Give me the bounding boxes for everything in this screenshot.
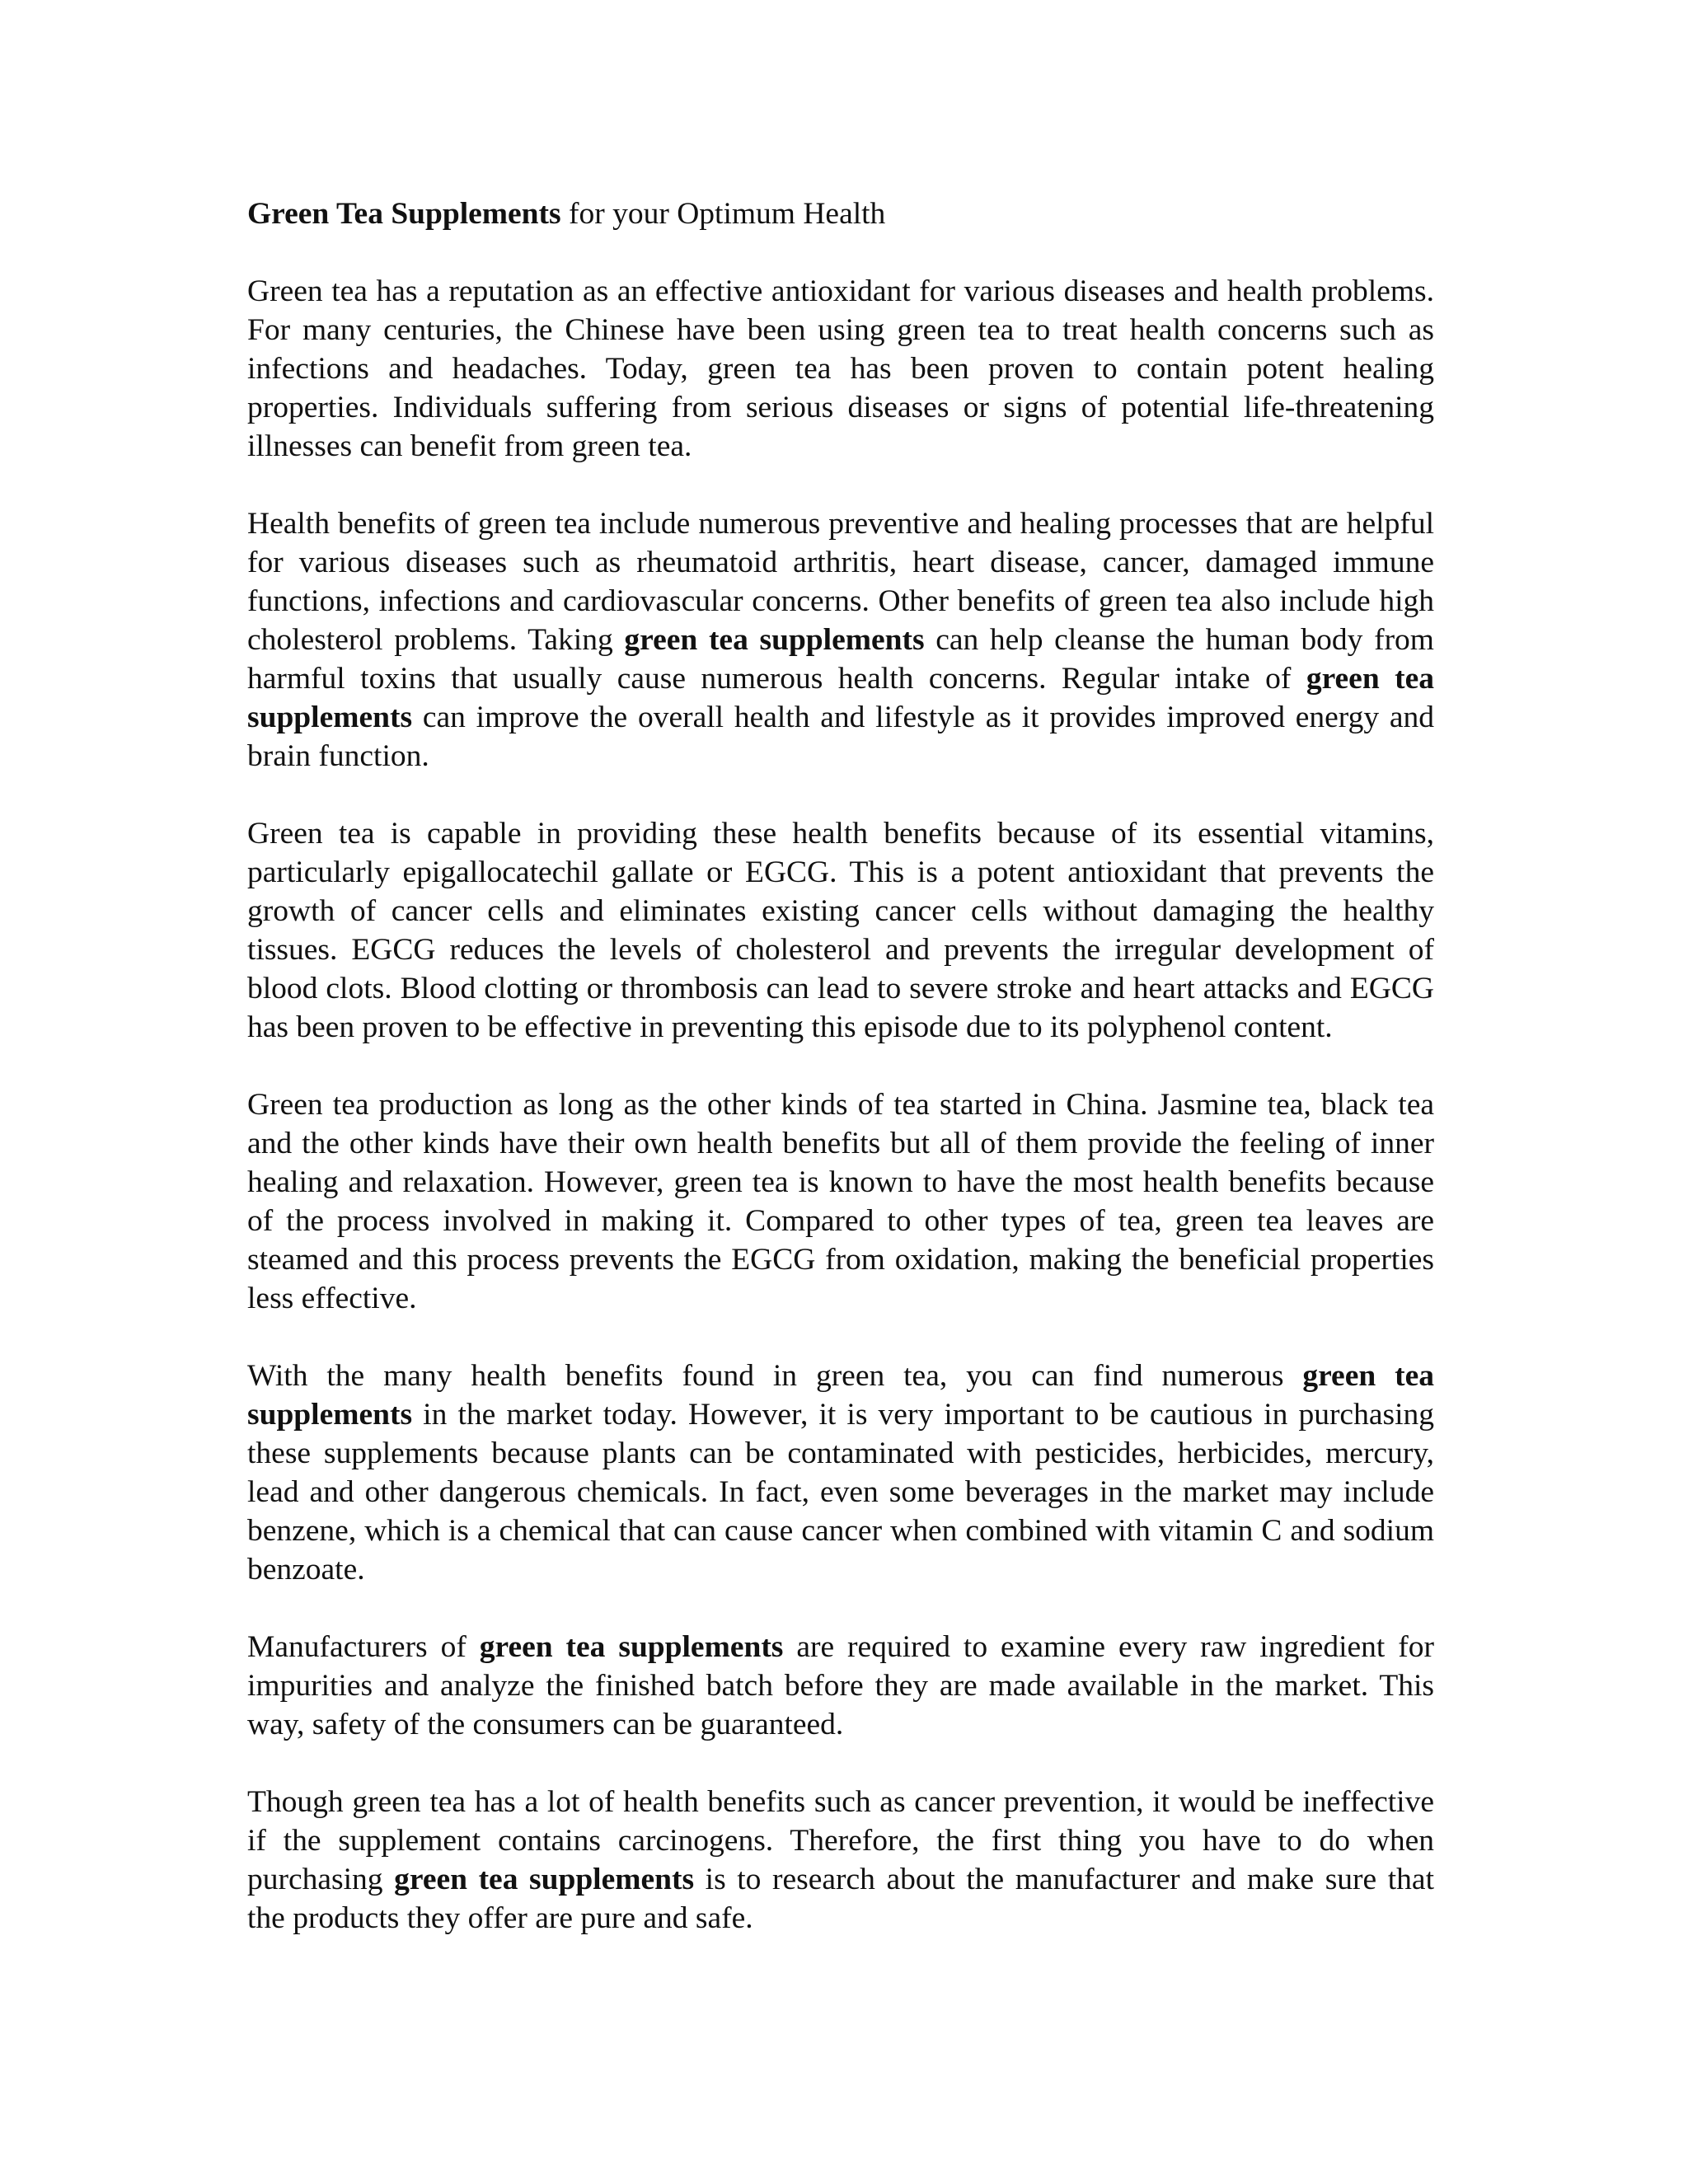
paragraph-text: are required to examine every raw ingredient for impurities and analyze the finished batch before they are made available in the market. This way, safety of the consumers can be guaranteed. (247, 1630, 1434, 1741)
paragraph-text: Health benefits of green tea include numerous preventive and healing processes that are helpful for various diseases such as rheumatoid arthritis, heart disease, cancer, damaged immune functions, infections and cardiovascular concerns. Other benefits of green tea also include high cholesterol problems. Taking (247, 507, 1434, 657)
paragraph-7 (247, 1783, 1434, 1938)
document-title (247, 194, 1434, 233)
paragraph-text: Green tea is capable in providing these health benefits because of its essential vitamins, particularly epigallocatechil gallate or EGCG. This is a potent antioxidant that prevents the growth of cancer cells and eliminates existing cancer cells without damaging the healthy tissues. EGCG reduces the levels of cholesterol and prevents the irregular development of blood clots. Blood clotting or thrombosis can lead to severe stroke and heart attacks and EGCG has been proven to be effective in preventing this episode due to its polyphenol content. (247, 817, 1434, 1044)
paragraph-text: Manufacturers of (247, 1630, 480, 1664)
paragraph-text: is to research about the manufacturer and make sure that the products they offer are pure and safe. (247, 1863, 1434, 1935)
paragraph-text: in the market today. However, it is very important to be cautious in purchasing these supplements because plants can be contaminated with pesticides, herbicides, mercury, lead and other dangerous chemicals. In fact, even some beverages in the market may include benzene, which is a chemical that can cause cancer when combined with vitamin C and sodium benzoate. (247, 1398, 1434, 1586)
paragraph-5 (247, 1357, 1434, 1589)
paragraph-text: can improve the overall health and lifestyle as it provides improved energy and brain function. (247, 701, 1434, 773)
paragraph-text: Though green tea has a lot of health benefits such as cancer prevention, it would be ineffective if the supplement contains carcinogens. Therefore, the first thing you have to do when purchasing (247, 1785, 1434, 1896)
paragraph-text: Green tea has a reputation as an effective antioxidant for various diseases and health problems. For many centuries, the Chinese have been using green tea to treat health concerns such as infections and headaches. Today, green tea has been proven to contain potent healing properties. Individuals suffering from serious diseases or signs of potential life-threatening illnesses can benefit from green tea. (247, 274, 1434, 463)
keyword-bold: green tea supplements (479, 1630, 784, 1664)
keyword-bold: green tea supplements (624, 623, 925, 657)
title-rest-text: for your Optimum Health (560, 197, 886, 231)
paragraph-3 (247, 814, 1434, 1047)
paragraph-4 (247, 1085, 1434, 1318)
paragraph-text: With the many health benefits found in green tea, you can find numerous (247, 1359, 1303, 1393)
keyword-bold: green tea supplements (247, 1359, 1434, 1432)
document-body (247, 194, 1434, 1976)
keyword-bold: green tea supplements (394, 1863, 695, 1896)
paragraph-1 (247, 272, 1434, 466)
paragraph-2 (247, 504, 1434, 776)
paragraph-text: can help cleanse the human body from harmful toxins that usually cause numerous health concerns. Regular intake of (247, 623, 1434, 696)
keyword-bold: green tea supplements (247, 662, 1434, 734)
paragraph-text: Green tea production as long as the other kinds of tea started in China. Jasmine tea, black tea and the other kinds have their own health benefits but all of them provide the feeling of inner healing and relaxation. However, green tea is known to have the most health benefits because of the process involved in making it. Compared to other types of tea, green tea leaves are steamed and this process prevents the EGCG from oxidation, making the beneficial properties less effective. (247, 1088, 1434, 1315)
title-bold-text: Green Tea Supplements (247, 197, 561, 231)
paragraph-6 (247, 1628, 1434, 1744)
